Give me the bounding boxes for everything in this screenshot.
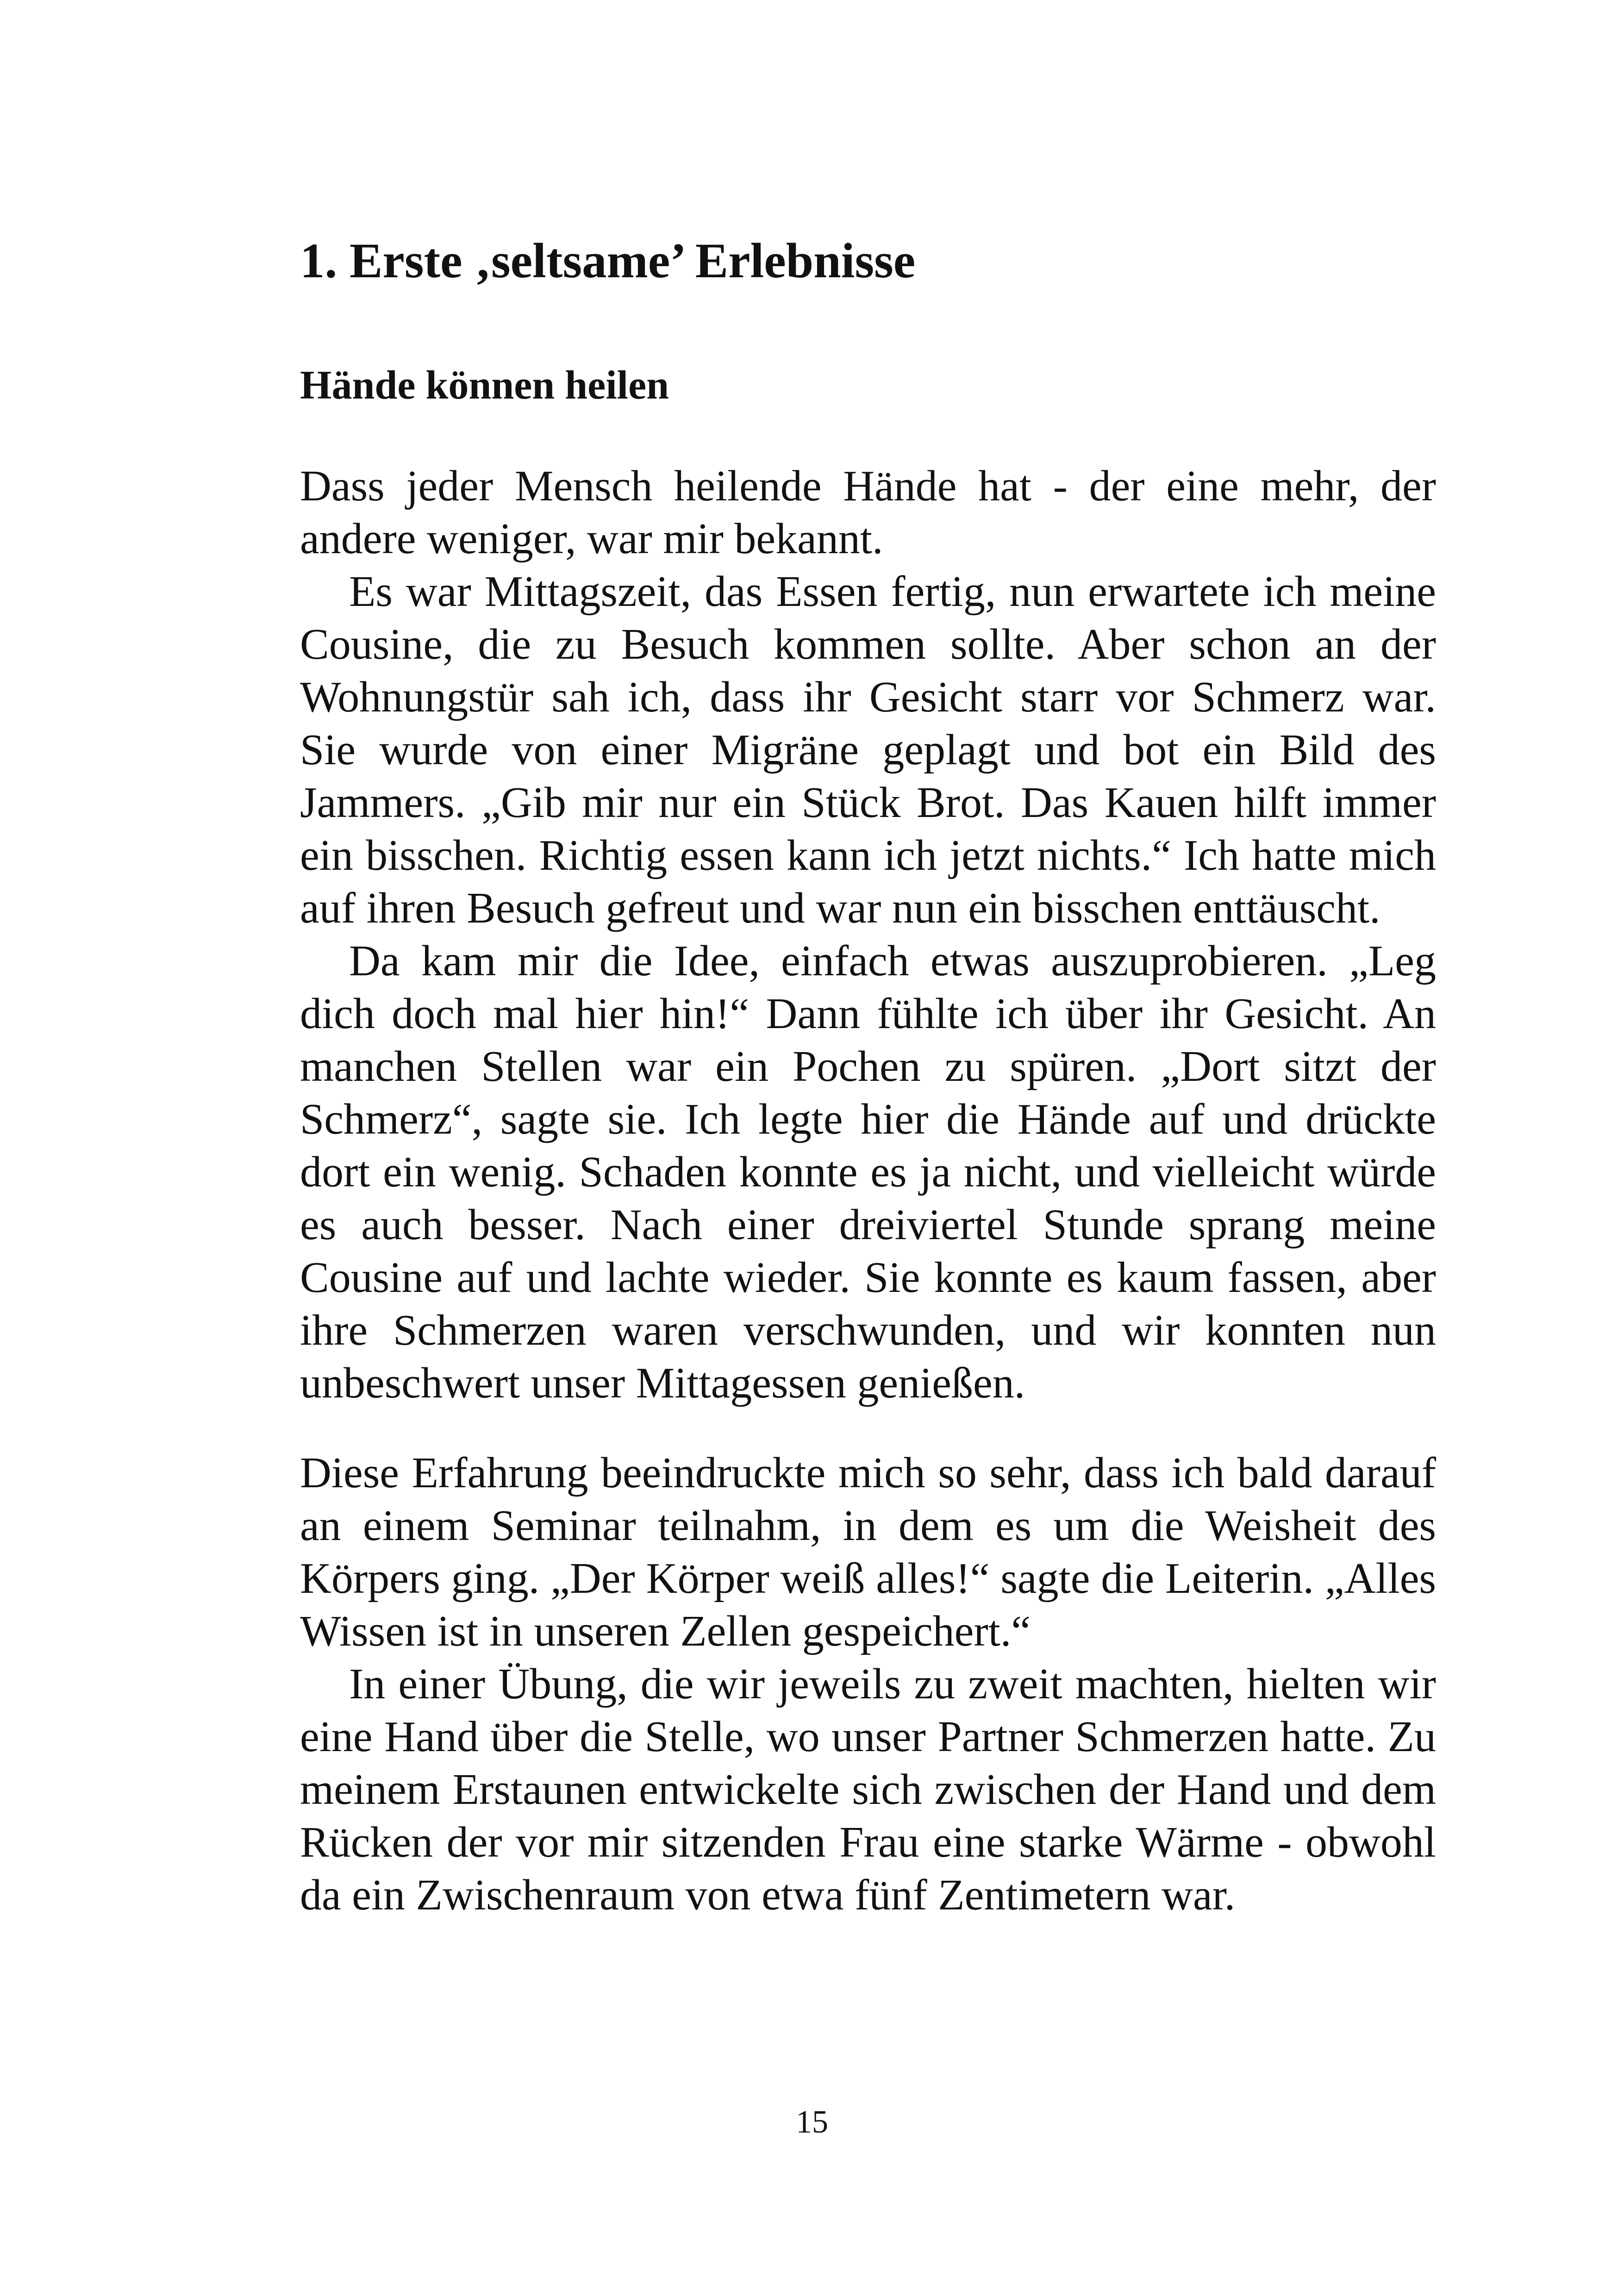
paragraph: Diese Erfahrung beeindruckte mich so sehr, dass ich bald darauf an einem Seminar teilnahm, in dem es um die Weisheit des Körpers ging. „Der Körper weiß alles!“ sagte die Leiterin. „Alles Wissen ist in unseren Zellen gespeichert.“ [300, 1449, 1436, 1655]
paragraph: Es war Mittagszeit, das Essen fertig, nun erwartete ich meine Cousine, die zu Besuch kommen sollte. Aber schon an der Wohnungstür sah ich, dass ihr Gesicht starr vor Schmerz war. Sie wurde von einer Migräne geplagt und bot ein Bild des Jammers. „Gib mir nur ein Stück Brot. Das Kauen hilft immer ein bisschen. Richtig essen kann ich jetzt nichts.“ Ich hatte mich auf ihren Besuch gefreut und war nun ein bisschen enttäuscht. [300, 568, 1436, 932]
chapter-title: 1. Erste ‚seltsame’ Erlebnisse [300, 234, 916, 288]
body-text [300, 460, 1436, 1921]
section-title: Hände können heilen [300, 363, 669, 408]
paragraph: Da kam mir die Idee, einfach etwas auszuprobieren. „Leg dich doch mal hier hin!“ Dann fühlte ich über ihr Gesicht. An manchen Stellen war ein Pochen zu spüren. „Dort sitzt der Schmerz“, sagte sie. Ich legte hier die Hände auf und drückte dort ein wenig. Schaden konnte es ja nicht, und vielleicht würde es auch besser. Nach einer dreiviertel Stunde sprang meine Cousine auf und lachte wieder. Sie konnte es kaum fassen, aber ihre Schmerzen waren verschwunden, und wir konnten nun unbeschwert unser Mittagessen genießen. [300, 937, 1436, 1407]
paragraph: In einer Übung, die wir jeweils zu zweit machten, hielten wir eine Hand über die Stelle, wo unser Partner Schmerzen hatte. Zu meinem Erstaunen entwickelte sich zwischen der Hand und dem Rücken der vor mir sitzenden Frau eine starke Wärme - obwohl da ein Zwischenraum von etwa fünf Zentimetern war. [300, 1660, 1436, 1919]
paragraph: Dass jeder Mensch heilende Hände hat - der eine mehr, der andere weniger, war mir bekannt. [300, 462, 1436, 563]
page-number: 15 [796, 2104, 828, 2140]
